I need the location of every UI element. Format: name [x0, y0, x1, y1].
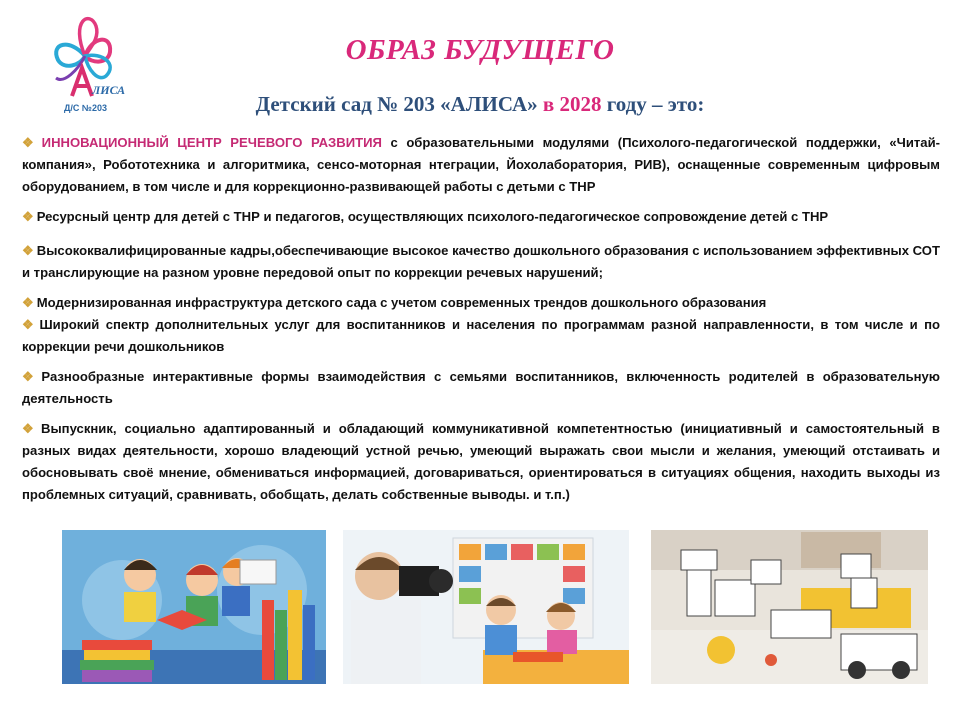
content-list	[22, 132, 940, 506]
subtitle-year: в 2028	[542, 92, 607, 116]
children-reading-image	[62, 530, 326, 684]
item-highlight: ИННОВАЦИОННЫЙ ЦЕНТР РЕЧЕВОГО РАЗВИТИЯ	[41, 135, 382, 150]
bullet-diamond-icon: ❖	[22, 369, 39, 384]
bullet-diamond-icon: ❖	[22, 295, 34, 310]
page-subtitle	[0, 92, 960, 117]
bullet-diamond-icon: ❖	[22, 209, 34, 224]
item-text: Выпускник, социально адаптированный и обладающий коммуникативной компетентностью (инициативный и самостоятельный в разных видах деятельности, хорошо владеющий устной речью, умеющий выражать свои мысли и желания, умеющий отстаивать и обосновывать своё мнение, обмениваться информацией, договариваться, ориентироваться в ситуациях общения, находить выходы из проблемных ситуаций, сравнивать, обобщать, делать собственные выводы. и т.п.)	[22, 421, 940, 502]
item-text: Модернизированная инфраструктура детского сада с учетом современных трендов дошкольного образования	[36, 295, 767, 310]
children-video-image	[343, 530, 629, 684]
bullet-diamond-icon: ❖	[22, 317, 37, 332]
item-text: Широкий спектр дополнительных услуг для воспитанников и населения по программам разной направленности, в том числе и по коррекции речи дошкольников	[22, 317, 940, 354]
children-video-recording-photo-icon	[343, 530, 629, 684]
item-text: с образовательными модулями (Психолого-педагогической поддержки, «Читай-компания», Робототехника и алгоритмика, сенсо-моторная нтеграции, Йохолаборатория, РИВ), оснащенные современным цифровым оборудованием, в том числе и для коррекционно-развивающей работы с детьми с ТНР	[22, 135, 940, 194]
list-item	[22, 132, 940, 198]
item-text: Разнообразные интерактивные формы взаимодействия с семьями воспитанников, включенность родителей в образовательную деятельность	[22, 369, 940, 406]
logo-caption: Д/С №203	[64, 103, 107, 113]
logo-name: ЛИСА	[92, 83, 126, 97]
page-title: ОБРАЗ БУДУЩЕГО	[345, 34, 615, 66]
list-item	[22, 366, 940, 410]
children-reading-books-illustration-icon	[62, 530, 326, 684]
list-item	[22, 206, 940, 228]
list-item	[22, 292, 940, 314]
bullet-diamond-icon: ❖	[22, 135, 39, 150]
bullet-diamond-icon: ❖	[22, 243, 34, 258]
subtitle-part1: Детский сад № 203 «АЛИСА»	[255, 92, 543, 116]
list-item	[22, 314, 940, 358]
item-text: Ресурсный центр для детей с ТНР и педагогов, осуществляющих психолого-педагогическое сопровождение детей с ТНР	[36, 209, 829, 224]
bullet-diamond-icon: ❖	[22, 421, 39, 436]
subtitle-part2: году – это:	[606, 92, 705, 116]
item-text: Высококвалифицированные кадры,обеспечивающие высокое качество дошкольного образования с использованием эффективных СОТ и транслирующие на разном уровне передовой опыт по коррекции речевых нарушений;	[22, 243, 940, 280]
robot-toys-image	[651, 530, 928, 684]
list-item	[22, 240, 940, 284]
robot-construction-toys-photo-icon	[651, 530, 928, 684]
list-item	[22, 418, 940, 506]
